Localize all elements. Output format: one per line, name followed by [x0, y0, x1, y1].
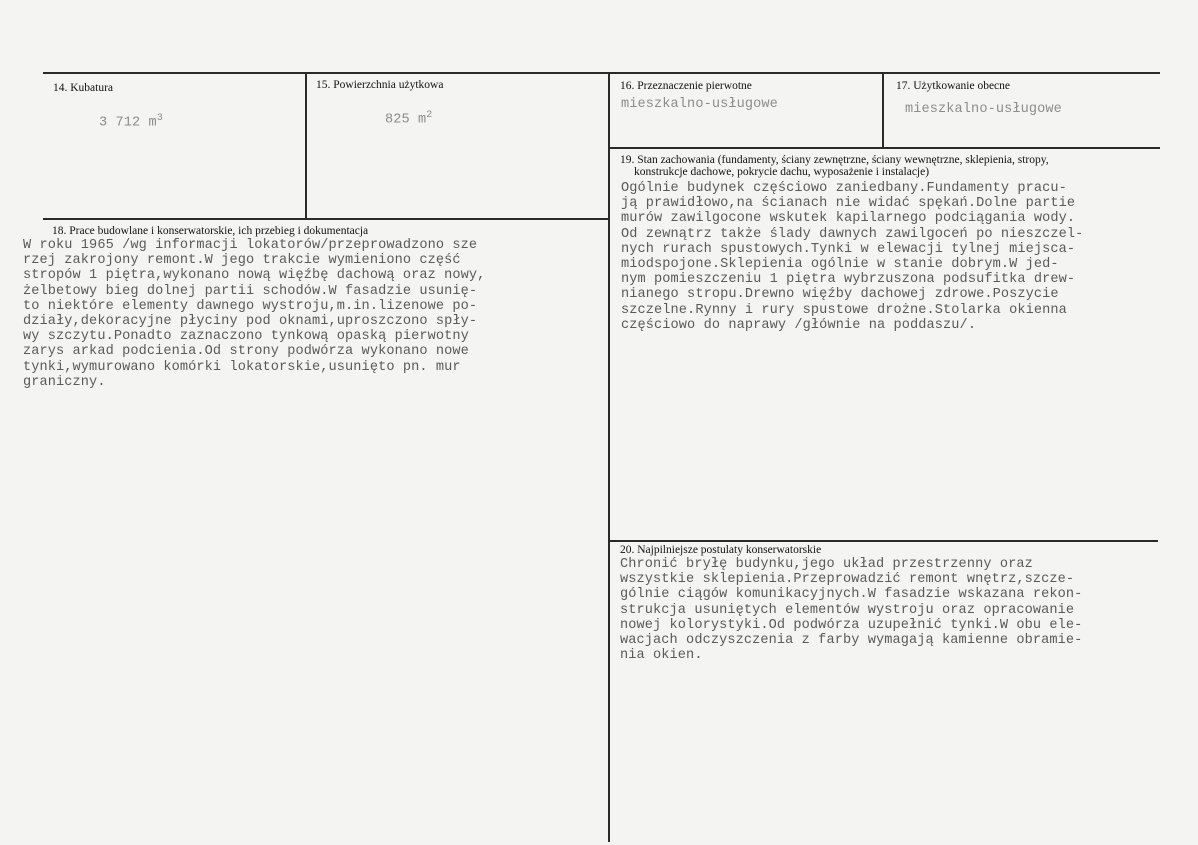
prace-line: to niektóre elementy dawnego wystroju,m.in.lizenowe po- — [23, 298, 478, 314]
rule-above-20 — [608, 540, 1158, 542]
kubatura-number: 3 712 m — [99, 115, 157, 131]
stan-line: Od zewnątrz także ślady dawnych zawilgoceń po nieszczel- — [621, 226, 1084, 242]
postulaty-line: nia okien. — [620, 648, 703, 664]
prace-line: żelbetowy bieg dolnej partii schodów.W fasadzie usunię- — [23, 283, 478, 299]
przeznaczenie-label: 16. Przeznaczenie pierwotne — [620, 80, 752, 92]
powierzchnia-label: 15. Powierzchnia użytkowa — [316, 79, 444, 91]
stan-line: murów zawilgocone wskutek kapilarnego podciągania wody. — [621, 211, 1076, 227]
prace-label: 18. Prace budowlane i konserwatorskie, ich przebieg i dokumentacja — [52, 225, 369, 237]
prace-line: rzej zakrojony remont.W jego trakcie wymieniono część — [23, 253, 461, 269]
powierzchnia-unit-exponent: 2 — [426, 110, 433, 121]
prace-line: graniczny. — [23, 374, 106, 390]
stan-line: Ogólnie budynek częściowo zaniedbany.Fundamenty pracu- — [621, 181, 1067, 196]
stan-text — [621, 181, 1083, 333]
powierzchnia-number: 825 m — [385, 112, 427, 128]
prace-line: W roku 1965 /wg informacji lokatorów/przeprowadzono sze — [23, 238, 478, 253]
prace-line: zarys arkad podcienia.Od strony podwórza wykonano nowe — [23, 344, 469, 360]
postulaty-line: wszystkie sklepienia.Przeprowadzić remont wnętrz,szcze- — [620, 572, 1075, 588]
kubatura-value — [99, 113, 163, 131]
prace-line: tynki,wymurowano komórki lokatorskie,usunięto pn. mur — [23, 359, 461, 375]
prace-line: stropów 1 piętra,wykonano nową więźbę dachową oraz nowy, — [23, 268, 486, 284]
przeznaczenie-value: mieszkalno-usługowe — [621, 97, 778, 112]
postulaty-line: strukcja usuniętych elementów wystroju oraz opracowanie — [620, 602, 1075, 618]
stan-line: nianego stropu.Drewno więźby dachowej zdrowe.Poszycie — [621, 287, 1059, 303]
powierzchnia-value — [385, 110, 432, 128]
divider-14-15 — [305, 72, 307, 219]
stan-line: szczelne.Rynny i rury spustowe drożne.Stolarka okienna — [621, 302, 1067, 318]
kubatura-unit-exponent: 3 — [156, 113, 163, 124]
prace-text — [23, 238, 485, 390]
stan-label-line1: 19. Stan zachowania (fundamenty, ściany zewnętrzne, ściany wewnętrzne, sklepienia, stropy, — [620, 154, 1049, 166]
stan-label-line2: konstrukcje dachowe, pokrycie dachu, wyposażenie i instalacje) — [634, 166, 930, 178]
stan-line: częściowo do naprawy /głównie na poddaszu/. — [621, 317, 977, 333]
rule-under-16-17 — [608, 147, 1160, 149]
divider-left-right — [608, 72, 610, 842]
postulaty-line: Chronić bryłę budynku,jego układ przestrzenny oraz — [620, 557, 1033, 572]
postulaty-line: gólnie ciągów komunikacyjnych.W fasadzie wskazana rekon- — [620, 587, 1083, 603]
rule-above-18 — [43, 218, 609, 220]
stan-line: nych rurach spustowych.Tynki w elewacji tylnej miejsca- — [621, 241, 1076, 257]
uzytkowanie-label: 17. Użytkowanie obecne — [896, 80, 1011, 92]
prace-line: wy szczytu.Ponadto zaznaczono tynkową opaską pierwotny — [23, 329, 469, 345]
stan-line: ją prawidłowo,na ścianach nie widać spękań.Dolne partie — [621, 196, 1076, 212]
divider-16-17 — [882, 72, 884, 148]
postulaty-text — [620, 557, 1082, 663]
stan-line: miodspojone.Sklepienia ogólnie w stanie dobrym.W jed- — [621, 257, 1059, 273]
postulaty-line: wacjach odczyszczenia z farby wymagają kamienne obramie- — [620, 633, 1083, 649]
stan-line: nym pomieszczeniu 1 piętra wybrzuszona podsufitka drew- — [621, 272, 1076, 288]
prace-line: działy,dekoracyjne płyciny pod oknami,uproszczono spły- — [23, 314, 478, 330]
top-rule — [43, 72, 1160, 74]
kubatura-label: 14. Kubatura — [53, 82, 114, 94]
postulaty-line: nowej kolorystyki.Od podwórza uzupełnić tynki.W obu ele- — [620, 617, 1083, 633]
uzytkowanie-value: mieszkalno-usługowe — [905, 102, 1062, 117]
postulaty-label: 20. Najpilniejsze postulaty konserwatorskie — [620, 544, 822, 556]
